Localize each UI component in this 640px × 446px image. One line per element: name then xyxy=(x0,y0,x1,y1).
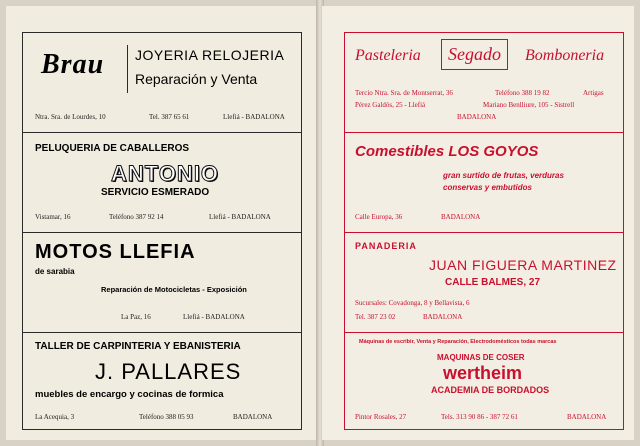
antonio-heading: PELUQUERIA DE CABALLEROS xyxy=(35,143,190,154)
panaderia-city: BADALONA xyxy=(423,313,463,321)
ad-panaderia xyxy=(345,233,623,333)
panaderia-phone: Tel. 387 23 02 xyxy=(355,313,396,321)
brau-phone: Tel. 387 65 61 xyxy=(149,113,190,121)
right-ad-frame xyxy=(344,32,624,430)
left-page xyxy=(6,6,318,440)
motos-subtitle: de sarabia xyxy=(35,267,75,276)
segado-right-word: Bomboneria xyxy=(525,47,605,64)
pallares-heading: TALLER DE CARPINTERIA Y EBANISTERIA xyxy=(35,341,241,352)
ad-wertheim xyxy=(345,333,623,431)
antonio-logo: ANTONIO xyxy=(111,161,220,186)
segado-address-1: Tercio Ntra. Sra. de Montserrat, 36 xyxy=(355,89,453,97)
motos-city: Llefiá - BADALONA xyxy=(183,313,245,321)
panaderia-heading: PANADERIA xyxy=(355,241,417,251)
pallares-desc: muebles de encargo y cocinas de formica xyxy=(35,389,224,400)
motos-desc: Reparación de Motocicletas - Exposición xyxy=(101,285,247,294)
antonio-city: Llefiá - BADALONA xyxy=(209,213,271,221)
segado-address-2: Pérez Galdós, 25 - Llefiá xyxy=(355,101,426,109)
brau-line1: JOYERIA RELOJERIA xyxy=(135,47,285,63)
goyos-title: Comestibles LOS GOYOS xyxy=(355,143,539,160)
wertheim-phones: Tels. 313 90 86 - 387 72 61 xyxy=(441,413,518,421)
panaderia-branches: Sucursales: Covadonga, 8 y Bellavista, 6 xyxy=(355,299,470,307)
goyos-line1: gran surtido de frutas, verduras xyxy=(443,171,564,180)
antonio-subtitle: SERVICIO ESMERADO xyxy=(101,187,210,198)
antonio-phone: Teléfono 387 92 14 xyxy=(109,213,164,221)
goyos-city: BADALONA xyxy=(441,213,481,221)
ad-motos xyxy=(23,233,301,333)
motos-title: MOTOS LLEFIA xyxy=(35,241,196,263)
wertheim-brand: wertheim xyxy=(443,363,523,383)
pallares-address: La Acequia, 3 xyxy=(35,413,75,421)
pallares-name: J. PALLARES xyxy=(95,359,242,384)
wertheim-line3: ACADEMIA DE BORDADOS xyxy=(431,385,550,395)
motos-address: La Paz, 16 xyxy=(121,313,151,321)
wertheim-address: Pintor Rosales, 27 xyxy=(355,413,407,421)
segado-logo: Segado xyxy=(441,39,508,70)
ad-los-goyos xyxy=(345,133,623,233)
wertheim-line2: MAQUINAS DE COSER xyxy=(437,353,525,362)
antonio-address: Vistamar, 16 xyxy=(35,213,71,221)
ad-antonio xyxy=(23,133,301,233)
panaderia-name: JUAN FIGUERA MARTINEZ xyxy=(429,257,617,273)
segado-place: Artigas xyxy=(583,89,604,97)
ad-brau xyxy=(23,33,301,133)
pallares-phone: Teléfono 388 05 93 xyxy=(139,413,194,421)
brau-logo: Brau xyxy=(41,49,105,80)
brau-city: Llefiá - BADALONA xyxy=(223,113,285,121)
ad-segado xyxy=(345,33,623,133)
brau-line2: Reparación y Venta xyxy=(135,71,258,87)
brau-divider xyxy=(127,45,128,93)
wertheim-city: BADALONA xyxy=(567,413,607,421)
segado-address-3: Mariano Benlliure, 105 - Sistrell xyxy=(483,101,575,109)
segado-city: BADALONA xyxy=(457,113,497,121)
panaderia-street: CALLE BALMES, 27 xyxy=(445,277,541,288)
ad-pallares xyxy=(23,333,301,431)
goyos-address: Calle Europa, 36 xyxy=(355,213,403,221)
right-page xyxy=(322,6,634,440)
goyos-line2: conservas y embutidos xyxy=(443,183,532,192)
brau-address: Ntra. Sra. de Lourdes, 10 xyxy=(35,113,106,121)
segado-phone: Teléfono 388 19 82 xyxy=(495,89,550,97)
pallares-city: BADALONA xyxy=(233,413,273,421)
left-ad-frame xyxy=(22,32,302,430)
segado-left-word: Pasteleria xyxy=(355,47,421,64)
wertheim-line1: Máquinas de escribir, Venta y Reparación, Electrodomésticos todas marcas xyxy=(359,339,557,345)
